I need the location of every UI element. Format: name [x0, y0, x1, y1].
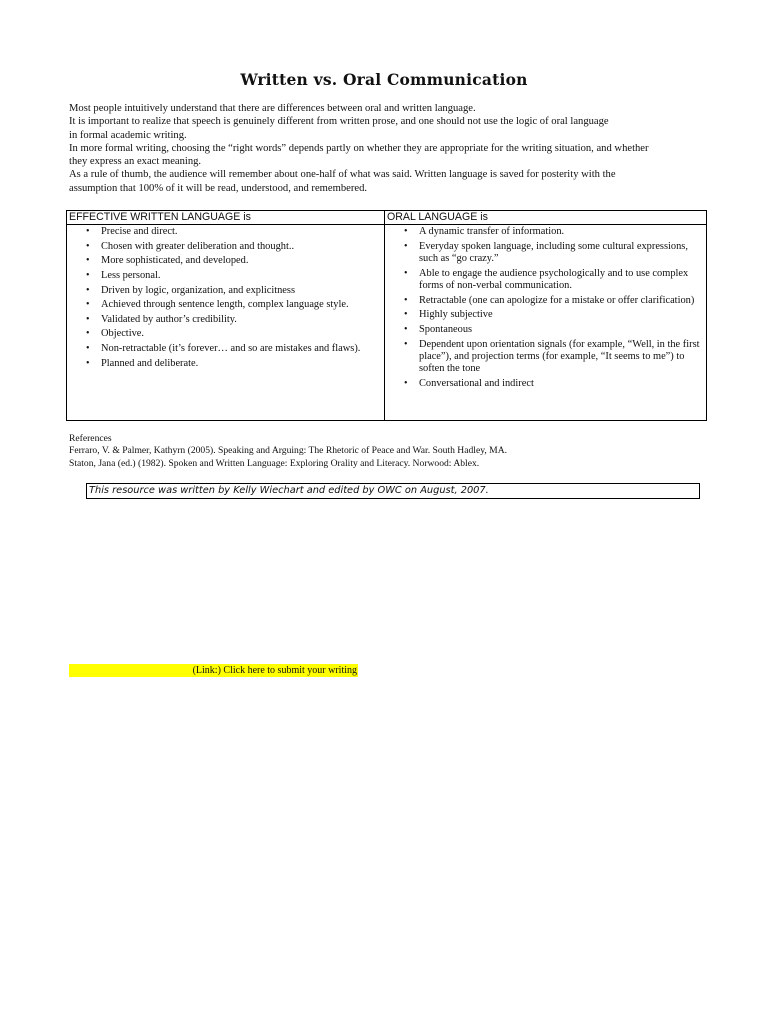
oral-language-cell	[385, 225, 707, 421]
list-item: • Less personal.	[86, 270, 161, 282]
bullet-icon: •	[404, 309, 408, 321]
written-language-header: EFFECTIVE WRITTEN LANGUAGE is	[67, 211, 385, 225]
list-item: • Planned and deliberate.	[86, 357, 199, 369]
list-item: • Conversational and indirect	[404, 378, 534, 390]
bullet-icon: •	[86, 226, 90, 238]
bullet-icon: •	[86, 357, 90, 369]
list-item: • Retractable (one can apologize for a mistake or offer clarification)	[404, 294, 695, 306]
list-item: • Non-retractable (it’s forever… and so are mistakes and flaws).	[86, 343, 361, 355]
list-item: • Spontaneous	[404, 324, 473, 336]
bullet-icon: •	[86, 328, 90, 340]
list-item: • Objective.	[86, 328, 144, 340]
bullet-icon: •	[404, 324, 408, 336]
bullet-icon: •	[86, 270, 90, 282]
bullet-icon: •	[404, 338, 408, 350]
bullet-icon: •	[86, 299, 90, 311]
bullet-icon: •	[86, 255, 90, 267]
bullet-icon: •	[404, 294, 408, 306]
submit-writing-link-text[interactable]: (Link:) Click here to submit your writing	[192, 665, 357, 676]
list-item: • Driven by logic, organization, and explicitness	[86, 284, 296, 296]
intro-line: they express an exact meaning.	[69, 156, 202, 168]
list-item: • Able to engage the audience psychologically and to use complex forms of non-verbal communication.	[404, 267, 689, 292]
bullet-icon: •	[404, 240, 408, 252]
bullet-icon: •	[404, 267, 408, 279]
intro-paragraph	[69, 102, 709, 195]
oral-language-list	[385, 226, 706, 390]
oral-language-header: ORAL LANGUAGE is	[385, 211, 707, 225]
references-section	[69, 433, 709, 470]
list-item: • Chosen with greater deliberation and thought..	[86, 240, 295, 252]
list-item: • More sophisticated, and developed.	[86, 255, 249, 267]
bullet-icon: •	[404, 226, 408, 238]
intro-line: In more formal writing, choosing the “right words” depends partly on whether they are appropriate for the writing situation, and whether	[69, 142, 649, 154]
list-item: • Achieved through sentence length, complex language style.	[86, 299, 349, 311]
intro-line: It is important to realize that speech is genuinely different from written prose, and one should not use the logic of oral language	[69, 116, 609, 128]
reference-entry: Staton, Jana (ed.) (1982). Spoken and Written Language: Exploring Orality and Literacy. Norwood: Ablex.	[69, 457, 480, 469]
list-item: • Dependent upon orientation signals (for example, “Well, in the first place”), and projection terms (for example, “It seems to me”) to soften the tone	[404, 338, 700, 375]
submit-writing-link[interactable]	[69, 664, 358, 677]
intro-line: Most people intuitively understand that there are differences between oral and written language.	[69, 103, 476, 114]
list-item: • A dynamic transfer of information.	[404, 226, 565, 238]
bullet-icon: •	[86, 240, 90, 252]
bullet-icon: •	[404, 378, 408, 390]
list-item: • Precise and direct.	[86, 226, 178, 238]
page-title: Written vs. Oral Communication	[240, 70, 528, 89]
reference-entry: Ferraro, V. & Palmer, Kathyrn (2005). Speaking and Arguing: The Rhetoric of Peace and War. South Hadley, MA.	[69, 445, 508, 457]
bullet-icon: •	[86, 284, 90, 296]
intro-line: As a rule of thumb, the audience will remember about one-half of what was said. Written language is saved for posterity with the	[69, 169, 616, 181]
intro-line: in formal academic writing.	[69, 129, 187, 141]
credit-box: This resource was written by Kelly Wiechart and edited by OWC on August, 2007.	[86, 483, 700, 499]
written-language-cell	[67, 225, 385, 421]
list-item: • Everyday spoken language, including some cultural expressions, such as “go crazy.”	[404, 240, 688, 265]
list-item: • Validated by author’s credibility.	[86, 313, 237, 325]
list-item: • Highly subjective	[404, 309, 493, 321]
bullet-icon: •	[86, 343, 90, 355]
bullet-icon: •	[86, 313, 90, 325]
intro-line: assumption that 100% of it will be read, understood, and remembered.	[69, 182, 368, 194]
references-heading: References	[69, 433, 112, 444]
written-language-list	[67, 226, 384, 370]
comparison-table	[66, 210, 707, 421]
